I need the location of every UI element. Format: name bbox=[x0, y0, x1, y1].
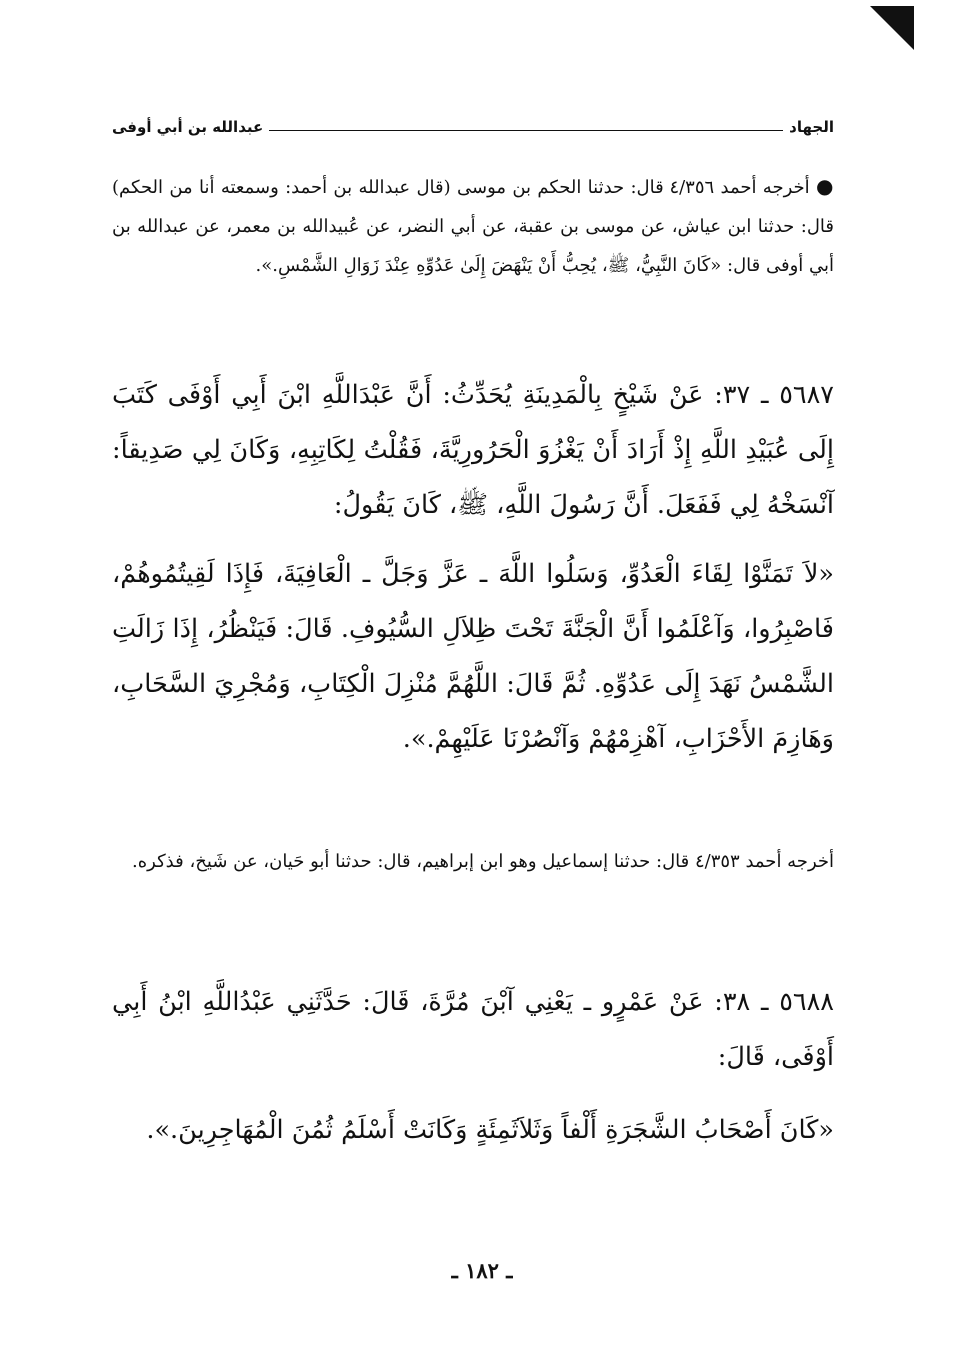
takhrij-note-2: أخرجه أحمد ٤/٣٥٣ قال: حدثنا إسماعيل وهو ابن إبراهيم، قال: حدثنا أبو حَيان، عن شَيخ، فذكره. bbox=[132, 851, 834, 872]
page-number: ـ ١٨٢ ـ bbox=[451, 1258, 513, 1283]
bullet-icon: ● bbox=[815, 174, 834, 198]
chapter-title: الجهاد bbox=[789, 118, 834, 136]
corner-scan-mark bbox=[870, 6, 914, 50]
hadith-5688-intro: ٥٦٨٨ ـ ٣٨: عَنْ عَمْرٍو ـ يَعْنِي آبْنَ مُرَّةَ، قَالَ: حَدَّثَنِي عَبْدُاللَّهِ ابْنُ أَبِي أَوْفَى، قَالَ: bbox=[112, 987, 834, 1072]
section-title: عبدالله بن أبي أوفى bbox=[112, 118, 264, 136]
takhrij-note-1-text: أخرجه أحمد ٤/٣٥٦ قال: حدثنا الحكم بن موسى (قال عبدالله بن أحمد: وسمعته أنا من الحكم) قال: حدثنا ابن عياش، عن موسى بن عقبة، عن أبي النضر، عن عُبيدالله بن معمر، عن عبدالله بن أبي أوفى قال: «كَانَ النَّبِيُّ، ﷺ، يُحِبُّ أَنْ يَنْهَضَ إِلَىٰ عَدُوِّهِ عِنْدَ زَوَالِ الشَّمْسِ.». bbox=[112, 177, 834, 276]
hadith-5688-matn: «كَانَ أَصْحَابُ الشَّجَرَةِ أَلْفاً وَثَلاَثَمِئَةٍ وَكَانَتْ أَسْلَمُ ثُمُنَ الْمُهَاجِرِينَ.». bbox=[146, 1115, 834, 1145]
header-rule bbox=[269, 130, 783, 131]
running-header bbox=[112, 112, 834, 136]
hadith-5687-matn: «لاَ تَمَنَّوْا لِقَاءَ الْعَدُوِّ، وَسَلُوا اللَّهَ ـ عَزَّ وَجَلَّ ـ الْعَافِيَةَ، فَإِذَا لَقِيتُمُوهُمْ، فَاصْبِرُوا، وَآعْلَمُوا أَنَّ الْجَنَّةَ تَحْتَ ظِلاَلِ السُّيُوفِ. قَالَ: فَيَنْظُرُ، إِذَا زَالَتِ الشَّمْسُ نَهَدَ إِلَى عَدُوِّهِ. ثُمَّ قَالَ: اللَّهُمَّ مُنْزِلَ الْكِتَابِ، وَمُجْرِيَ السَّحَابِ، وَهَازِمَ الأَحْزَابِ، آهْزِمْهُمْ وَآنْصُرْنَا عَلَيْهِمْ.». bbox=[112, 559, 834, 754]
hadith-5687-intro: ٥٦٨٧ ـ ٣٧: عَنْ شَيْخٍ بِالْمَدِينَةِ يُحَدِّثُ: أَنَّ عَبْدَاللَّهِ ابْنَ أَبِي أَوْفَى كَتَبَ إِلَى عُبَيْدِ اللَّهِ إِذْ أَرَادَ أَنْ يَغْزُوَ الْحَرُورِيَّةَ، فَقُلْتُ لِكَاتِبِهِ، وَكَانَ لِي صَدِيقاً: آنْسَخْهُ لِي فَفَعَلَ. أَنَّ رَسُولَ اللَّهِ، ﷺ، كَانَ يَقُولُ: bbox=[112, 380, 834, 520]
takhrij-note-1 bbox=[112, 167, 834, 285]
